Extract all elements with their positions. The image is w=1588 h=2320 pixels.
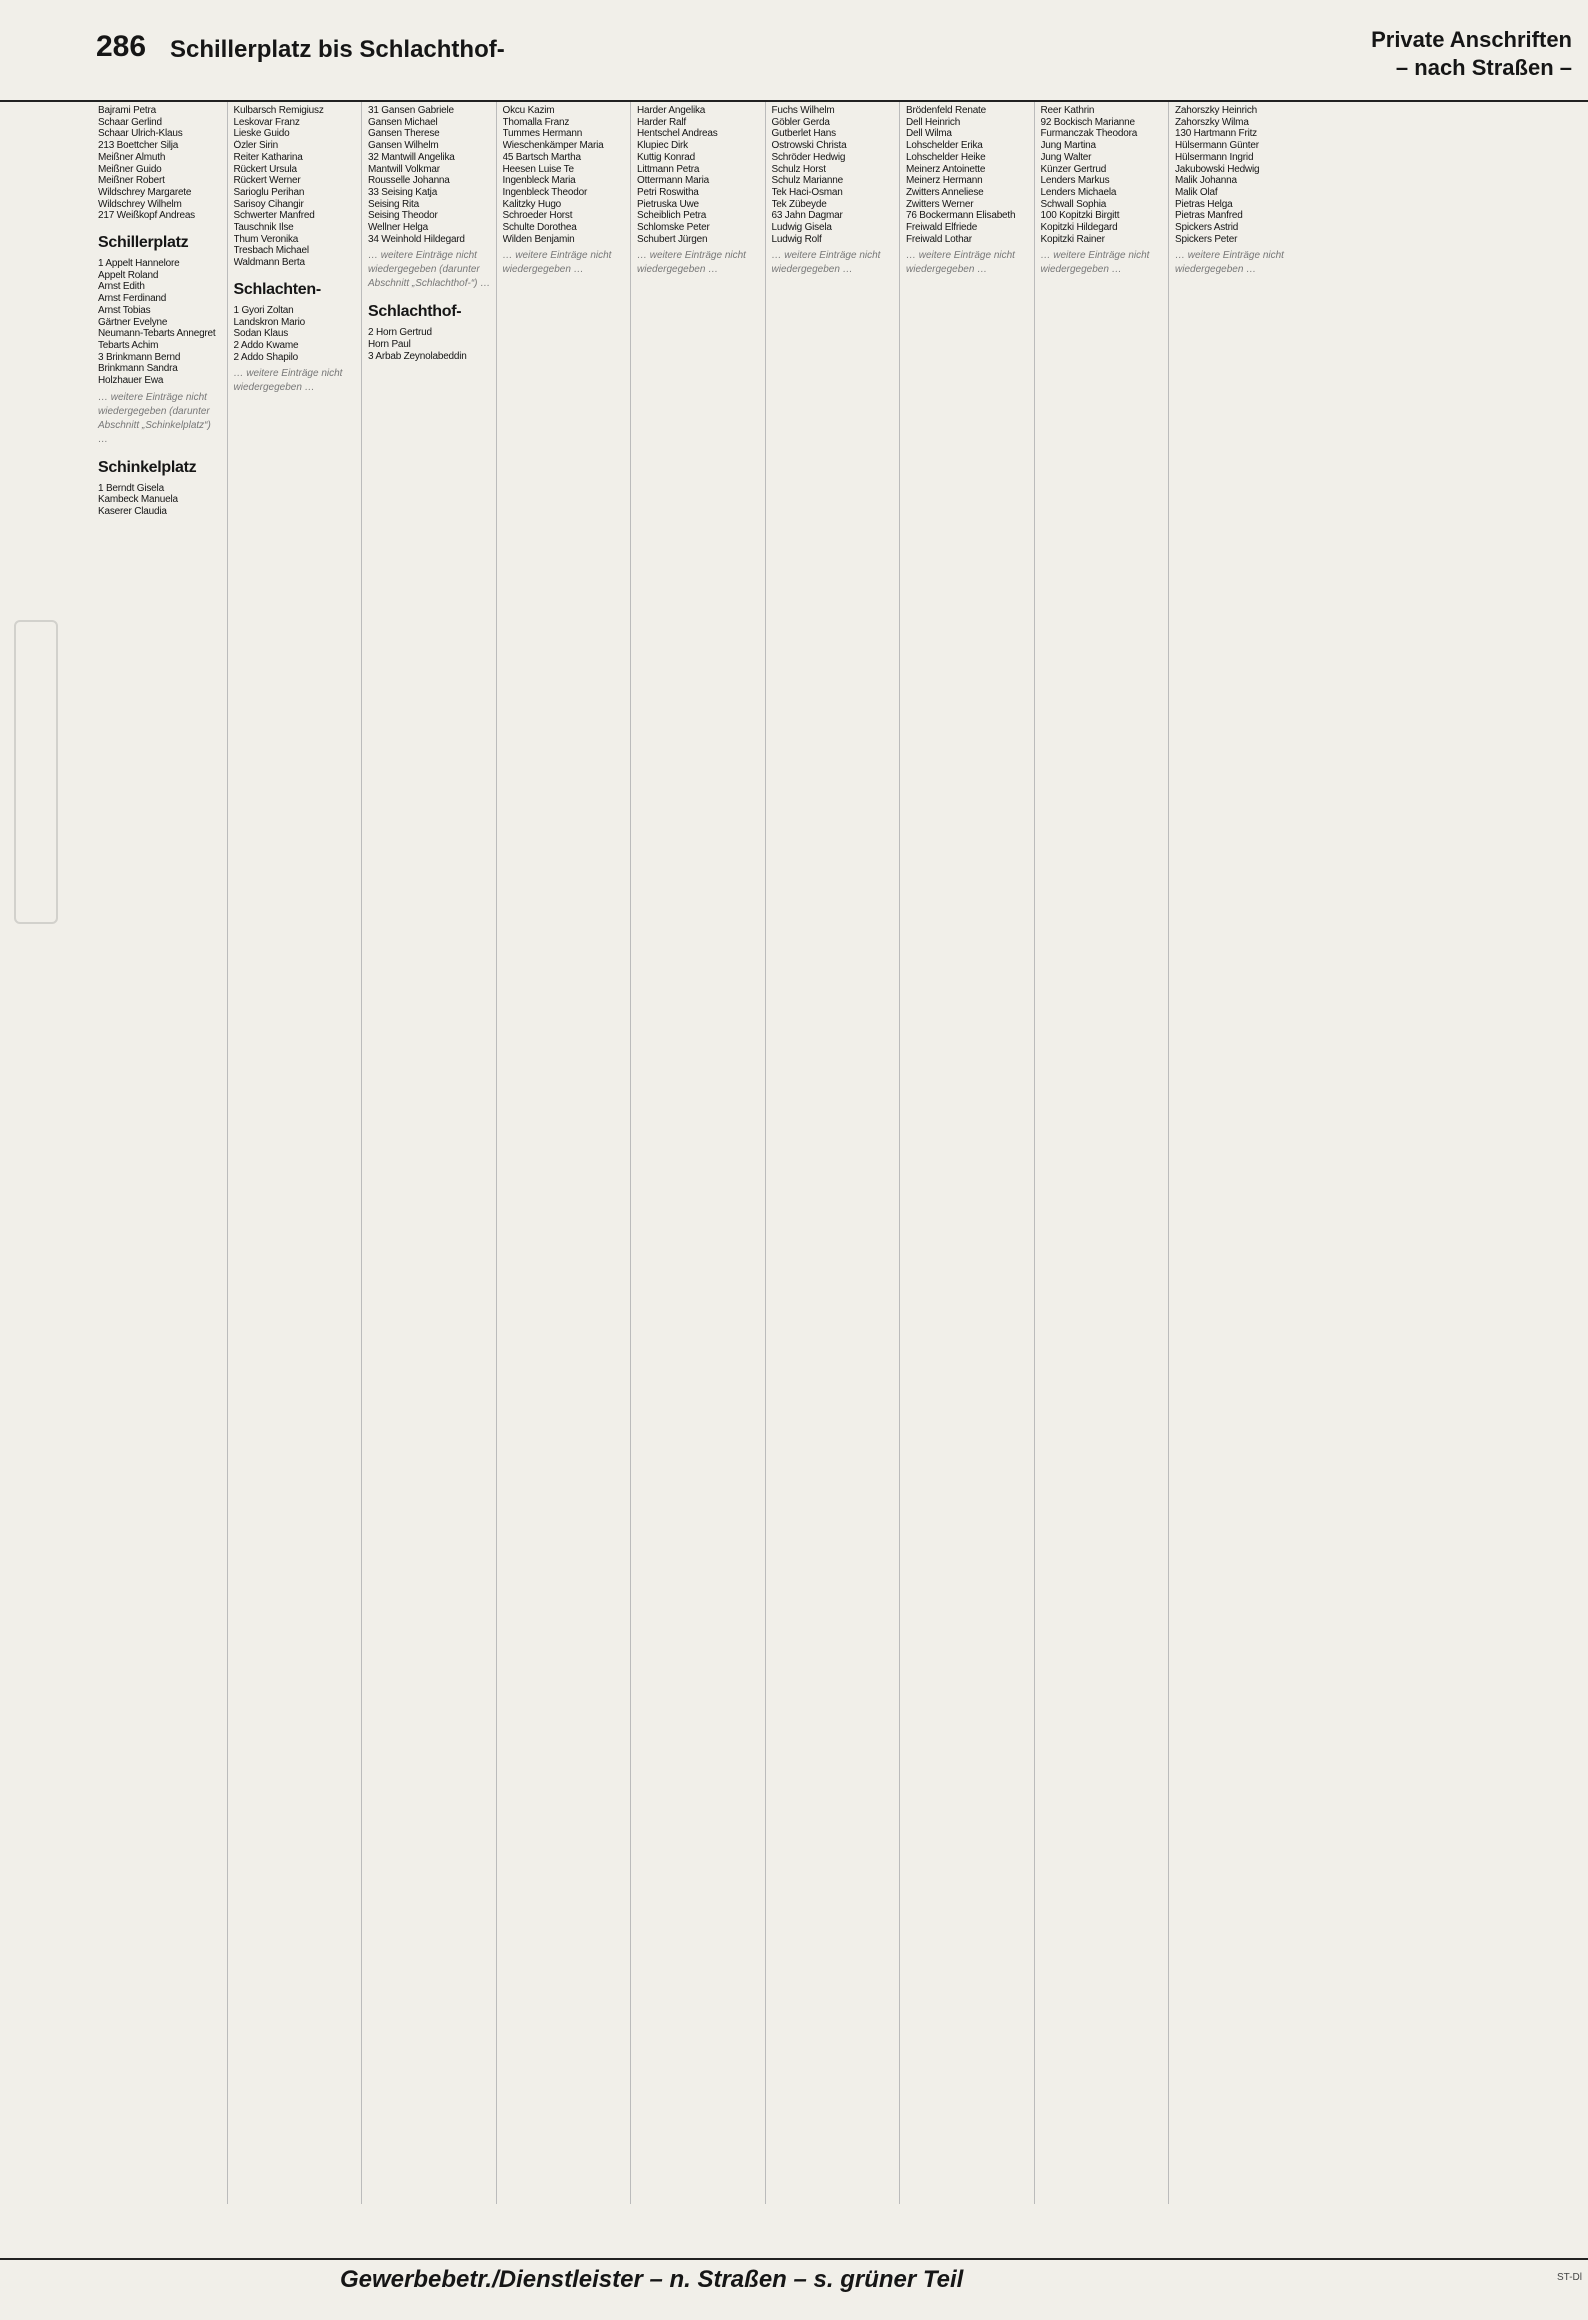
resident-entry: Arnst Tobias [98, 304, 151, 316]
resident-entry: Kopitzki Hildegard [1040, 222, 1118, 234]
resident-entry: Wellner Helga [368, 222, 429, 234]
omitted-entries-note: … weitere Einträge nicht wiedergegeben (darunter Abschnitt „Schinkelplatz“) … [98, 391, 211, 445]
resident-entry: Schwall Sophia [1040, 198, 1107, 210]
resident-entry: Furmanczak Theodora [1040, 128, 1138, 140]
resident-entry: 1 Gyori Zoltan [233, 304, 294, 316]
section-title-line2: – nach Straßen – [1395, 55, 1572, 80]
resident-entry: Heesen Luise Te [502, 163, 574, 175]
resident-entry: Ludwig Rolf [771, 233, 822, 245]
resident-entry: Mantwill Volkmar [368, 163, 440, 175]
resident-entry: 130 Hartmann Fritz [1175, 128, 1257, 140]
resident-entry: Lohschelder Erika [906, 140, 983, 152]
resident-entry: Petri Roswitha [637, 186, 699, 198]
footer-code: ST-Dl [1557, 2272, 1582, 2283]
resident-entry: Klupiec Dirk [637, 140, 688, 152]
resident-entry: Dell Heinrich [906, 116, 961, 128]
resident-entry: Gansen Therese [368, 128, 440, 140]
resident-entry: Landskron Mario [233, 316, 305, 328]
directory-column [496, 102, 631, 2204]
directory-column [227, 102, 362, 2204]
street-heading: Schillerplatz [98, 234, 189, 252]
resident-entry: Özler Sirin [233, 140, 278, 152]
resident-entry: Seising Rita [368, 198, 419, 210]
resident-entry: Reer Kathrin [1040, 105, 1095, 116]
resident-entry: Gutberlet Hans [771, 128, 836, 140]
resident-entry: 217 Weißkopf Andreas [98, 210, 195, 222]
resident-entry: Seising Theodor [368, 210, 438, 222]
resident-entry: Jakubowski Hedwig [1175, 163, 1260, 175]
resident-entry: 76 Bockermann Elisabeth [906, 210, 1016, 222]
resident-entry: Gansen Wilhelm [368, 140, 439, 152]
resident-entry: 63 Jahn Dagmar [771, 210, 843, 222]
resident-entry: Schubert Jürgen [637, 233, 708, 245]
resident-entry: Harder Ralf [637, 116, 686, 128]
directory-column [630, 102, 765, 2204]
resident-entry: Lohschelder Heike [906, 151, 986, 163]
resident-entry: Tauschnik Ilse [233, 222, 294, 234]
resident-entry: Zahorszky Heinrich [1175, 105, 1257, 116]
resident-entry: Schaar Ulrich-Klaus [98, 128, 183, 140]
side-stamp-mark [14, 620, 58, 924]
page-footer [0, 2258, 1588, 2300]
resident-entry: Sodan Klaus [233, 328, 289, 340]
resident-entry: 2 Addo Kwame [233, 339, 299, 351]
street-heading: Schinkelplatz [98, 458, 197, 476]
resident-entry: Schulz Marianne [771, 175, 843, 187]
resident-entry: Thomalla Franz [502, 116, 570, 128]
directory-column [1034, 102, 1169, 2204]
street-heading: Schlachthof- [368, 303, 462, 321]
resident-entry: 1 Berndt Gisela [98, 482, 164, 494]
resident-entry: Horn Paul [368, 339, 411, 351]
resident-entry: Künzer Gertrud [1040, 163, 1107, 175]
page-range-title: Schillerplatz bis Schlachthof- [170, 36, 505, 63]
resident-entry: Zwitters Werner [906, 198, 974, 210]
resident-entry: 92 Bockisch Marianne [1040, 116, 1135, 128]
resident-entry: Zahorszky Wilma [1175, 116, 1249, 128]
resident-entry: Sarisoy Cihangir [233, 198, 304, 210]
omitted-entries-note: … weitere Einträge nicht wiedergegeben … [1175, 250, 1284, 276]
resident-entry: Ingenbleck Theodor [502, 186, 588, 198]
resident-entry: Malik Olaf [1175, 186, 1218, 198]
resident-entry: Holzhauer Ewa [98, 375, 164, 387]
resident-entry: Tresbach Michael [233, 245, 309, 257]
resident-entry: Hülsermann Günter [1175, 140, 1259, 152]
resident-entry: Lenders Michaela [1040, 186, 1117, 198]
resident-entry: Kulbarsch Remigiusz [233, 105, 324, 116]
resident-entry: Littmann Petra [637, 163, 700, 175]
resident-entry: Freiwald Elfriede [906, 222, 978, 234]
resident-entry: Schroeder Horst [502, 210, 573, 222]
resident-entry: Göbler Gerda [771, 116, 830, 128]
resident-entry: Pietruska Uwe [637, 198, 699, 210]
resident-entry: Rousselle Johanna [368, 175, 450, 187]
resident-entry: Kaserer Claudia [98, 506, 167, 518]
resident-entry: Reiter Katharina [233, 151, 303, 163]
resident-entry: Kambeck Manuela [98, 494, 178, 506]
resident-entry: Ostrowski Christa [771, 140, 847, 152]
resident-entry: Schulte Dorothea [502, 222, 577, 234]
resident-entry: Jung Walter [1040, 151, 1092, 163]
resident-entry: 213 Boettcher Silja [98, 140, 179, 152]
page-header [0, 0, 1588, 102]
resident-entry: Brödenfeld Renate [906, 105, 986, 116]
directory-column [92, 102, 227, 2204]
resident-entry: Pietras Manfred [1175, 210, 1243, 222]
resident-entry: Waldmann Berta [233, 257, 305, 269]
directory-column [765, 102, 900, 2204]
resident-entry: Tek Zübeyde [771, 198, 827, 210]
resident-entry: Spickers Peter [1175, 233, 1238, 245]
resident-entry: Lieske Guido [233, 128, 290, 140]
resident-entry: 3 Arbab Zeynolabeddin [368, 350, 467, 362]
resident-entry: 34 Weinhold Hildegard [368, 233, 465, 245]
resident-entry: Gansen Michael [368, 116, 438, 128]
directory-column [899, 102, 1034, 2204]
resident-entry: Schlomske Peter [637, 222, 710, 234]
resident-entry: Meißner Guido [98, 163, 162, 175]
resident-entry: 1 Appelt Hannelore [98, 258, 180, 270]
resident-entry: Appelt Roland [98, 269, 159, 281]
resident-entry: Schröder Hedwig [771, 151, 846, 163]
section-title-line1: Private Anschriften [1371, 27, 1572, 52]
footer-note: Gewerbebetr./Dienstleister – n. Straßen – s. grüner Teil [340, 2266, 964, 2293]
resident-entry: Gärtner Evelyne [98, 316, 168, 328]
resident-entry: 2 Horn Gertrud [368, 327, 432, 339]
street-heading: Schlachten- [233, 280, 321, 298]
resident-entry: Meinerz Antoinette [906, 163, 986, 175]
directory-column [361, 102, 496, 2204]
resident-entry: Tek Haci-Osman [771, 186, 843, 198]
resident-entry: Thum Veronika [233, 233, 299, 245]
resident-entry: Bajrami Petra [98, 105, 156, 116]
resident-entry: Tummes Hermann [502, 128, 583, 140]
page-number: 286 [96, 30, 147, 63]
omitted-entries-note: … weitere Einträge nicht wiedergegeben … [1040, 250, 1150, 276]
omitted-entries-note: … weitere Einträge nicht wiedergegeben … [502, 250, 612, 276]
resident-entry: Arnst Ferdinand [98, 293, 167, 305]
resident-entry: Schulz Horst [771, 163, 826, 175]
omitted-entries-note: … weitere Einträge nicht wiedergegeben … [233, 368, 343, 394]
resident-entry: 33 Seising Katja [368, 186, 438, 198]
resident-entry: Wilden Benjamin [502, 233, 575, 245]
resident-entry: Spickers Astrid [1175, 222, 1239, 234]
resident-entry: Jung Martina [1040, 140, 1096, 152]
resident-entry: Arnst Edith [98, 281, 145, 293]
resident-entry: Hentschel Andreas [637, 128, 718, 140]
omitted-entries-note: … weitere Einträge nicht wiedergegeben … [637, 250, 746, 276]
resident-entry: Malik Johanna [1175, 175, 1237, 187]
resident-entry: 3 Brinkmann Bernd [98, 351, 181, 363]
resident-entry: Sarioglu Perihan [233, 186, 305, 198]
resident-entry: Hülsermann Ingrid [1175, 151, 1254, 163]
resident-entry: Schaar Gerlind [98, 116, 162, 128]
directory-columns [92, 102, 1572, 2204]
section-title [1371, 26, 1572, 82]
resident-entry: Kopitzki Rainer [1040, 233, 1105, 245]
resident-entry: Meißner Robert [98, 175, 165, 187]
resident-entry: Ludwig Gisela [771, 222, 832, 234]
resident-entry: Freiwald Lothar [906, 233, 972, 245]
resident-entry: Zwitters Anneliese [906, 186, 984, 198]
resident-entry: Rückert Ursula [233, 163, 297, 175]
resident-entry: Brinkmann Sandra [98, 363, 178, 375]
resident-entry: Kuttig Konrad [637, 151, 695, 163]
resident-entry: Lenders Markus [1040, 175, 1110, 187]
resident-entry: Tebarts Achim [98, 339, 159, 351]
resident-entry: Ingenbleck Maria [502, 175, 576, 187]
resident-entry: Meinerz Hermann [906, 175, 983, 187]
omitted-entries-note: … weitere Einträge nicht wiedergegeben … [906, 250, 1015, 276]
resident-entry: Rückert Werner [233, 175, 301, 187]
resident-entry: Wieschenkämper Maria [502, 140, 604, 152]
omitted-entries-note: … weitere Einträge nicht wiedergegeben … [771, 250, 881, 276]
resident-entry: Leskovar Franz [233, 116, 300, 128]
omitted-entries-note: … weitere Einträge nicht wiedergegeben (darunter Abschnitt „Schlachthof-“) … [368, 250, 491, 290]
resident-entry: 32 Mantwill Angelika [368, 151, 455, 163]
resident-entry: 31 Gansen Gabriele [368, 105, 454, 116]
resident-entry: Dell Wilma [906, 128, 952, 140]
resident-entry: Fuchs Wilhelm [771, 105, 835, 116]
resident-entry: Harder Angelika [637, 105, 706, 116]
resident-entry: 100 Kopitzki Birgitt [1040, 210, 1120, 222]
resident-entry: Scheiblich Petra [637, 210, 707, 222]
directory-column [1168, 102, 1303, 2204]
resident-entry: 45 Bartsch Martha [502, 151, 581, 163]
resident-entry: Wildschrey Margarete [98, 186, 192, 198]
resident-entry: Kalitzky Hugo [502, 198, 562, 210]
resident-entry: Schwerter Manfred [233, 210, 315, 222]
resident-entry: Ottermann Maria [637, 175, 710, 187]
resident-entry: Neumann-Tebarts Annegret [98, 328, 216, 340]
resident-entry: 2 Addo Shapilo [233, 351, 298, 363]
resident-entry: Wildschrey Wilhelm [98, 198, 182, 210]
resident-entry: Okcu Kazim [502, 105, 555, 116]
resident-entry: Meißner Almuth [98, 151, 166, 163]
resident-entry: Pietras Helga [1175, 198, 1233, 210]
